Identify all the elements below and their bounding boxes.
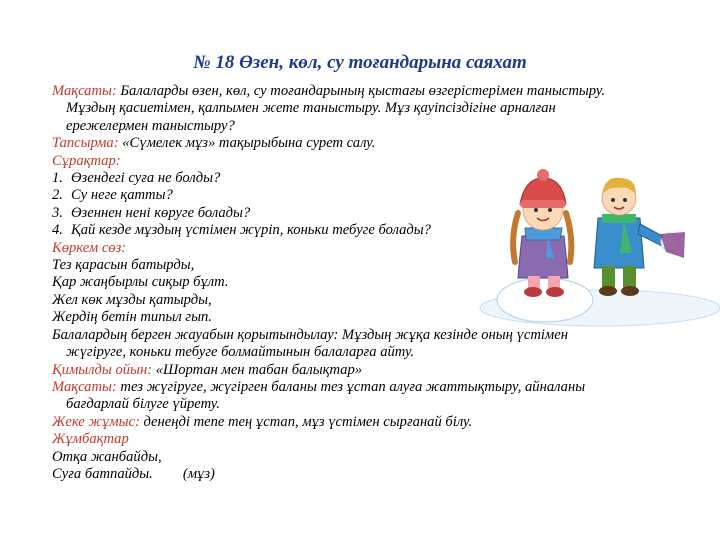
- girl-figure: [513, 169, 571, 297]
- poem-line: Жел көк мұзды қатырды,: [52, 291, 212, 308]
- game-goal-text-2: бағдарлай білуге үйрету.: [66, 396, 220, 413]
- artistic-word-label: Көркем сөз:: [52, 239, 127, 256]
- goal-text-3: ережелермен таныстыру?: [66, 117, 235, 134]
- game-text: «Шортан мен табан балықтар»: [152, 361, 363, 378]
- question-item: 1. Өзендегі суға не болды?: [52, 170, 221, 187]
- riddle-answer: (мұз): [182, 465, 215, 482]
- individual-text: денеңді тепе тең ұстап, мұз үстімен сырғанай білу.: [139, 413, 473, 430]
- task-label: Тапсырма:: [52, 135, 119, 152]
- game-goal-text-1: тез жүгіруге, жүгірген баланы тез ұстап алуға жаттықтыру, айналаны: [116, 378, 586, 395]
- questions-label: Сұрақтар:: [52, 152, 121, 169]
- riddle-line-1: Отқа жанбайды,: [52, 448, 162, 465]
- question-item: 2. Су неге қатты?: [52, 187, 173, 204]
- game-line: [52, 362, 692, 379]
- task-text: «Сүмелек мұз» тақырыбына сурет салу.: [118, 135, 376, 152]
- goal-text-1: Балаларды өзен, көл, су тоғандарының қыстағы өзгерістерімен таныстыру.: [116, 83, 606, 99]
- goal-label: Мақсаты:: [52, 83, 117, 99]
- poem-line: Тез қарасын батырды,: [52, 257, 195, 274]
- game-label: Қимылды ойын:: [52, 361, 153, 378]
- poem-line: Қар жаңбырлы сиқыр бұлт.: [52, 274, 229, 291]
- goal-text-2: Мұздың қасиетімен, қалпымен жете таныстыру. Мұз қауіпсіздігіне арналған: [66, 100, 556, 117]
- question-item: 4. Қай кезде мұздың үстімен жүріп, коньки тебуге болады?: [52, 222, 431, 239]
- goal-line: [52, 83, 692, 100]
- individual-label: Жеке жұмыс:: [52, 413, 140, 430]
- snow-ground: [480, 278, 720, 326]
- warning-line-2: жүгіруге, коньки тебуге болмайтынын балаларға айту.: [66, 344, 415, 361]
- page-title: № 18 Өзен, көл, су тоғандарына саяхат: [193, 52, 527, 73]
- question-item: 3. Өзеннен нені көруге болады?: [52, 204, 251, 221]
- game-goal-line: [52, 379, 692, 396]
- boy-figure: [594, 178, 685, 296]
- poem-line: Жердің бетін типыл гып.: [52, 309, 212, 326]
- riddle-label: Жұмбақтар: [52, 431, 129, 448]
- warning-line-1: Балалардың берген жауабын қорытындылау: Мұздың жұқа кезінде оның үстімен: [52, 326, 568, 343]
- riddle-line-2: Суға батпайды. (мұз): [52, 465, 215, 482]
- winter-children-illustration: [470, 158, 720, 328]
- individual-line: [52, 414, 692, 431]
- task-line: [52, 135, 692, 152]
- game-goal-label: Мақсаты:: [52, 378, 117, 395]
